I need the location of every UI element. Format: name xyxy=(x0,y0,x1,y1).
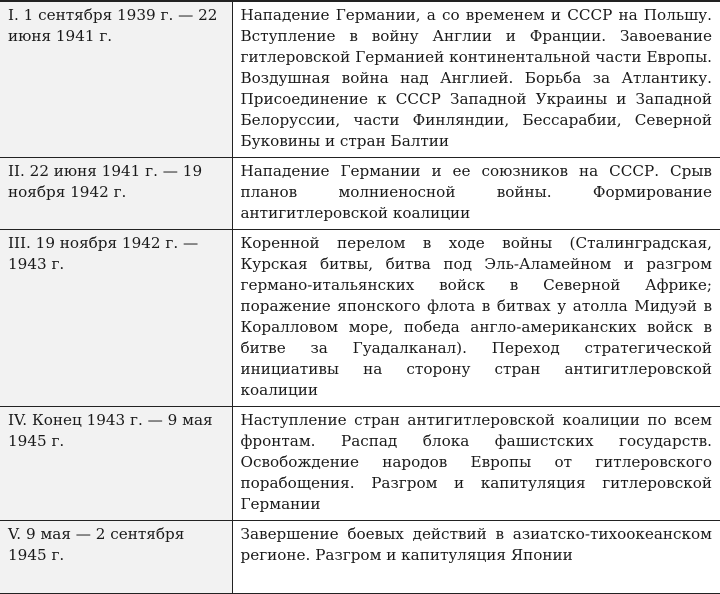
period-label: I. 1 сентября 1939 г. — 22 июня 1941 г. xyxy=(8,6,218,45)
table-row xyxy=(0,230,720,407)
period-label-cell xyxy=(0,407,232,521)
period-description-cell xyxy=(232,1,720,158)
period-label-cell xyxy=(0,230,232,407)
table-row xyxy=(0,158,720,230)
table-row xyxy=(0,521,720,594)
period-description-cell xyxy=(232,158,720,230)
period-label: II. 22 июня 1941 г. — 19 ноября 1942 г. xyxy=(8,162,203,201)
period-label: IV. Конец 1943 г. — 9 мая 1945 г. xyxy=(8,411,213,450)
period-label-cell xyxy=(0,1,232,158)
period-description-cell xyxy=(232,407,720,521)
period-description: Коренной перелом в ходе войны (Сталинградская, Курская битвы, битва под Эль-Аламейном и разгром германо-итальянских войск в Северной Африке; поражение японского флота в битвах у атолла Мидуэй в Коралловом море, победа англо-американских войск в битве за Гуадалканал). Переход стратегической инициативы на сторону стран антигитлеровской коалиции xyxy=(240,234,712,399)
table-row xyxy=(0,1,720,158)
period-label-cell xyxy=(0,158,232,230)
period-description-cell xyxy=(232,521,720,594)
period-description-cell xyxy=(232,230,720,407)
period-label: V. 9 мая — 2 сентября 1945 г. xyxy=(8,525,185,564)
table-row xyxy=(0,407,720,521)
period-label: III. 19 ноября 1942 г. — 1943 г. xyxy=(8,234,199,273)
period-label-cell xyxy=(0,521,232,594)
period-description: Нападение Германии и ее союзников на СССР. Срыв планов молниеносной войны. Формирование антигитлеровской коалиции xyxy=(240,162,712,222)
period-description: Завершение боевых действий в азиатско-тихоокеанском регионе. Разгром и капитуляция Японии xyxy=(240,525,712,564)
period-description: Нападение Германии, а со временем и СССР на Польшу. Вступление в войну Англии и Франции. Завоевание гитлеровской Германией континентальной части Европы. Воздушная война над Англией. Борьба за Атлантику. Присоединение к СССР Западной Украины и Западной Белоруссии, части Финляндии, Бессарабии, Северной Буковины и стран Балтии xyxy=(240,6,712,150)
period-description: Наступление стран антигитлеровской коалиции по всем фронтам. Распад блока фашистских государств. Освобождение народов Европы от гитлеровского порабощения. Разгром и капитуляция гитлеровской Германии xyxy=(240,411,712,513)
